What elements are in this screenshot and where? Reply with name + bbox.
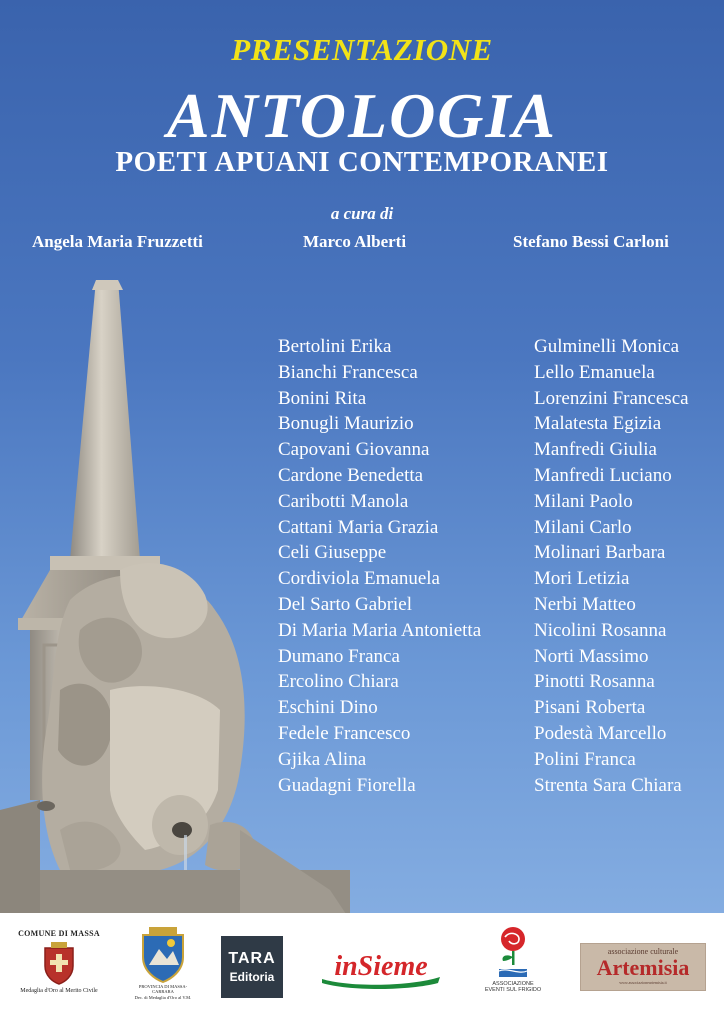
- poet-name: Lorenzini Francesca: [534, 387, 689, 409]
- poet-name: Manfredi Luciano: [534, 464, 672, 486]
- poet-name: Cardone Benedetta: [278, 464, 424, 486]
- poet-name: Nicolini Rosanna: [534, 619, 667, 641]
- poet-name: Capovani Giovanna: [278, 439, 430, 461]
- poet-name: Dumano Franca: [278, 645, 400, 667]
- eventi-sul-frigido-logo: [468, 925, 558, 993]
- poet-name: Milani Paolo: [534, 490, 633, 512]
- sponsor-logos-strip: [0, 913, 724, 1024]
- artemisia-line3: www.associazioneartemisia.it: [619, 980, 667, 985]
- poets-list-right: [534, 334, 689, 798]
- poet-name: Norti Massimo: [534, 645, 649, 667]
- poet-name: Milani Carlo: [534, 516, 632, 538]
- poet-name: Del Sarto Gabriel: [278, 593, 413, 615]
- poet-name: Eschini Dino: [278, 697, 378, 719]
- poet-name: Lello Emanuela: [534, 361, 655, 383]
- curated-by-label: a cura di: [330, 204, 394, 223]
- provincia-medal: Dec. di Medaglia d'Oro al V.M.: [134, 995, 192, 1000]
- massa-name: COMUNE DI MASSA: [18, 929, 100, 938]
- poet-name: Bonugli Maurizio: [278, 413, 414, 435]
- crest-icon: [139, 927, 187, 983]
- poet-name: Gulminelli Monica: [534, 336, 680, 357]
- tara-editoria-logo: [221, 936, 283, 998]
- poet-name: Pisani Roberta: [534, 697, 646, 719]
- poet-name: Cordiviola Emanuela: [278, 568, 440, 590]
- tara-name: TARA: [228, 950, 276, 967]
- tara-subname: Editoria: [229, 970, 275, 984]
- poet-name: Nerbi Matteo: [534, 593, 636, 615]
- presentation-kicker: PRESENTAZIONE: [231, 32, 493, 67]
- poet-name: Mori Letizia: [534, 568, 630, 590]
- poet-name: Bertolini Erika: [278, 336, 392, 357]
- poet-name: Strenta Sara Chiara: [534, 774, 682, 796]
- poet-name: Di Maria Maria Antonietta: [278, 619, 482, 641]
- provincia-logo: [132, 927, 194, 1000]
- poet-name: Caribotti Manola: [278, 490, 409, 512]
- editor-name-2: Marco Alberti: [303, 232, 407, 251]
- assoc-line1: ASSOCIAZIONE: [492, 981, 534, 987]
- rose-icon: [493, 925, 533, 981]
- poet-name: Podestà Marcello: [534, 722, 667, 744]
- poet-name: Bonini Rita: [278, 387, 367, 409]
- poet-name: Bianchi Francesca: [278, 361, 418, 383]
- artemisia-logo: [580, 943, 706, 991]
- poet-name: Malatesta Egizia: [534, 413, 662, 435]
- editor-name-1: Angela Maria Fruzzetti: [32, 232, 203, 251]
- poet-name: Pinotti Rosanna: [534, 671, 655, 693]
- insieme-text: inSieme: [334, 951, 428, 982]
- insieme-logo: [318, 943, 444, 991]
- artemisia-line2: Artemisia: [596, 955, 690, 980]
- poet-name: Celi Giuseppe: [278, 542, 387, 564]
- page-subtitle: POETI APUANI CONTEMPORANEI: [115, 146, 609, 178]
- comune-di-massa-logo: [18, 929, 100, 994]
- poet-name: Manfredi Giulia: [534, 439, 657, 461]
- poet-name: Fedele Francesco: [278, 722, 411, 744]
- editor-name-3: Stefano Bessi Carloni: [513, 232, 669, 251]
- coat-of-arms-icon: [39, 942, 79, 986]
- poet-name: Ercolino Chiara: [278, 671, 399, 693]
- provincia-name: PROVINCIA DI MASSA-CARRARA: [138, 984, 188, 994]
- poets-list-left: [278, 334, 481, 798]
- poet-name: Cattani Maria Grazia: [278, 516, 439, 538]
- poet-name: Polini Franca: [534, 748, 636, 770]
- artemisia-line1: associazione culturale: [607, 947, 679, 956]
- assoc-line2: EVENTI SUL FRIGIDO: [484, 987, 542, 993]
- page-title: ANTOLOGIA: [166, 80, 558, 151]
- poet-name: Molinari Barbara: [534, 542, 666, 564]
- massa-medal: Medaglia d'Oro al Merito Civile: [20, 988, 98, 994]
- poet-name: Gjika Alina: [278, 748, 367, 770]
- poet-name: Guadagni Fiorella: [278, 774, 416, 796]
